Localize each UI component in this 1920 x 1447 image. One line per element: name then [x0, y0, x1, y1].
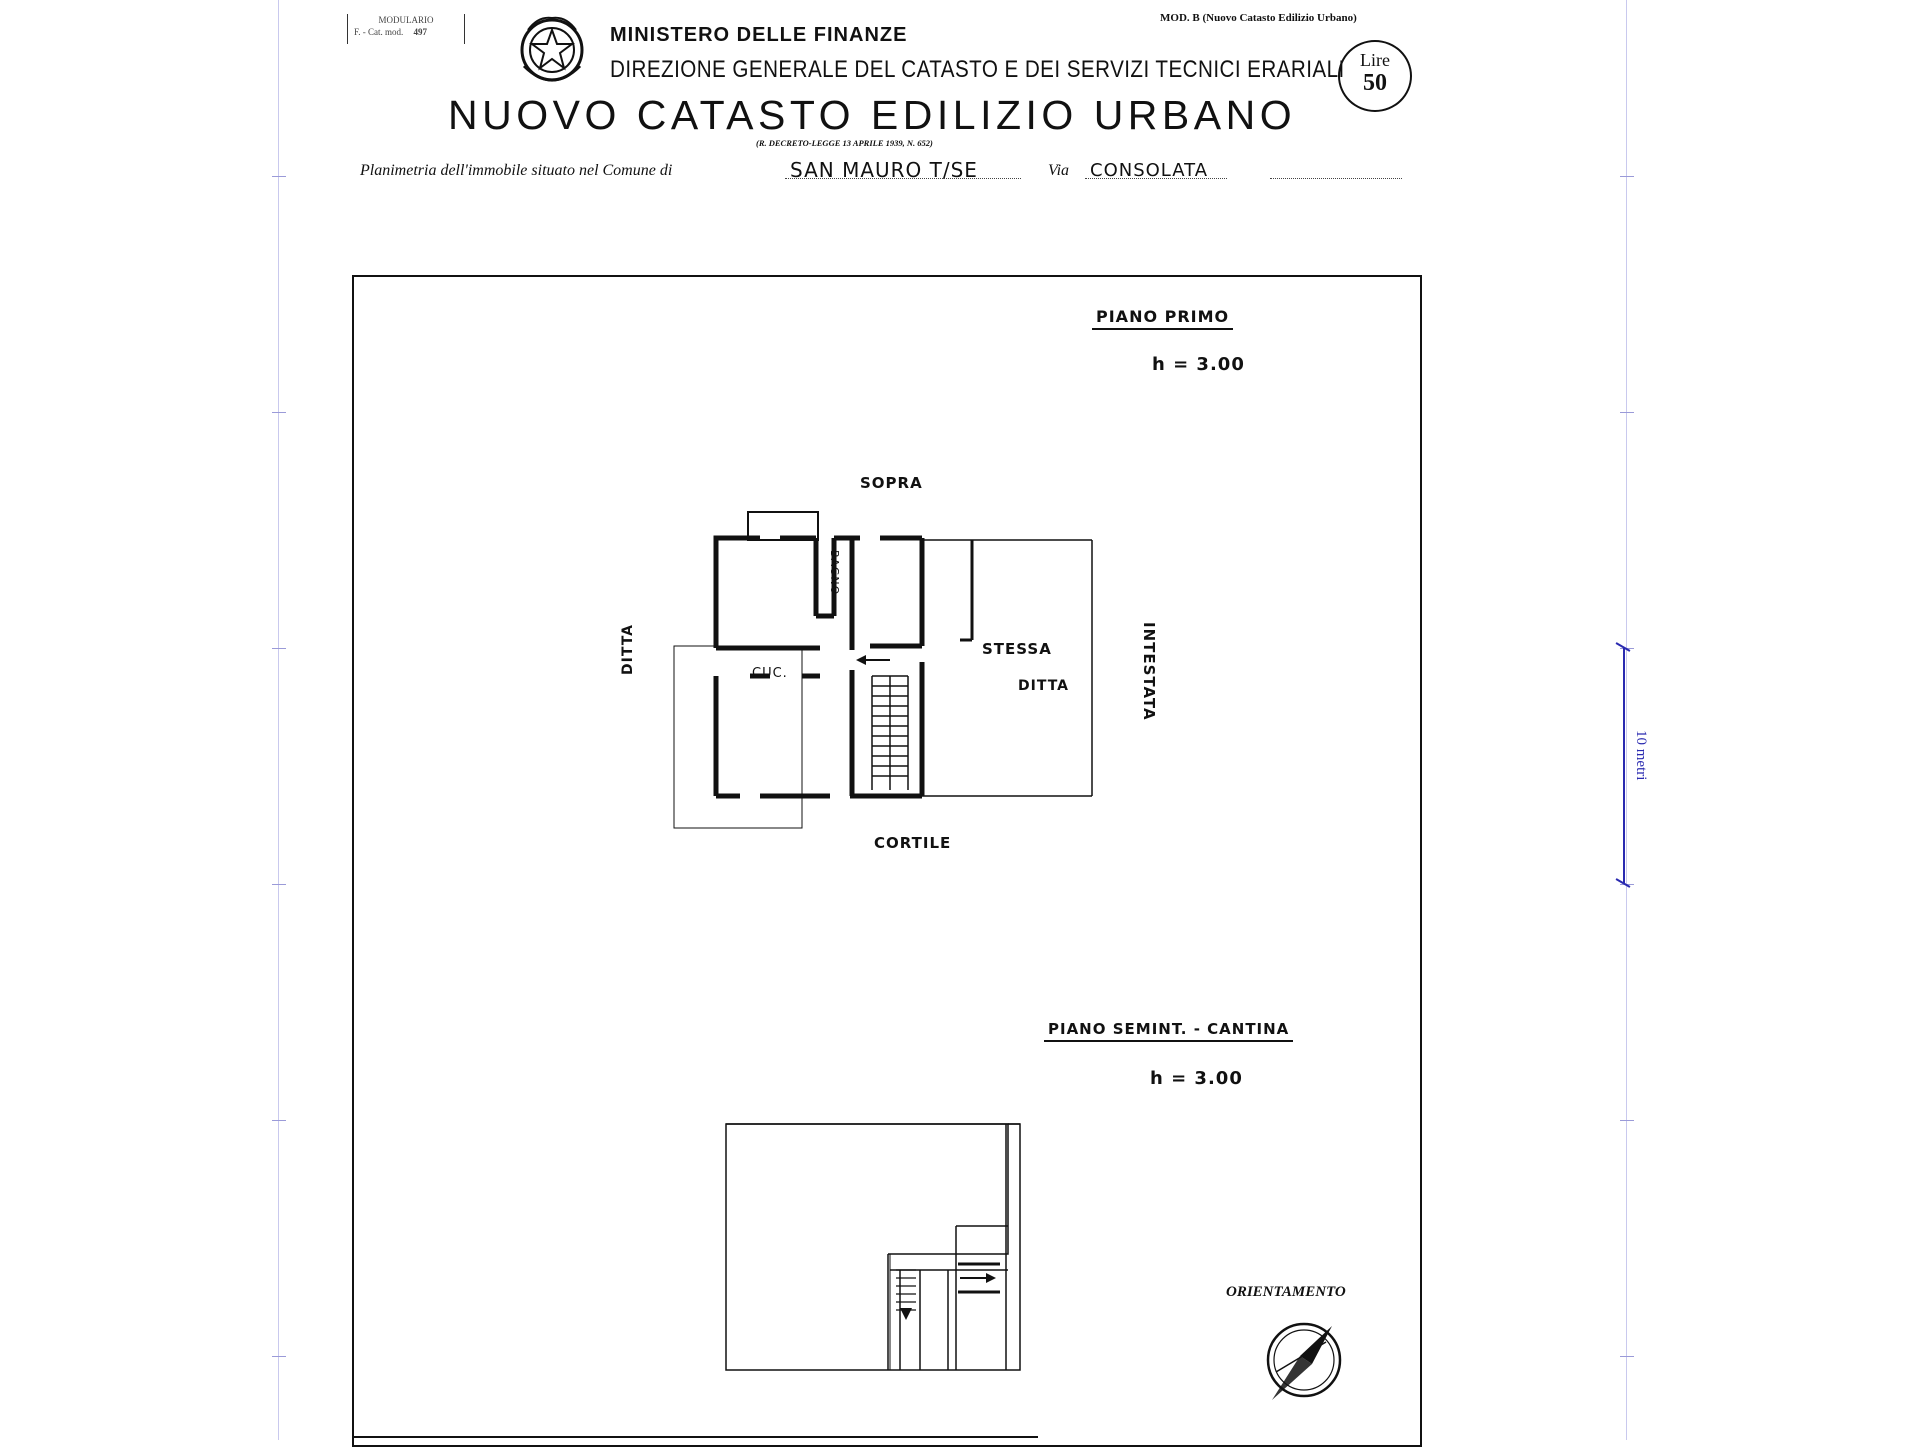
right-margin-guide: [1626, 0, 1627, 1440]
via-value: CONSOLATA: [1090, 160, 1209, 181]
republic-emblem-icon: [514, 10, 590, 92]
guide-tick: [272, 1356, 286, 1357]
label-west: DITTA: [620, 624, 636, 675]
guide-tick: [272, 1120, 286, 1121]
stamp-form: F. - Cat. mod.: [354, 27, 404, 37]
left-margin-guide: [278, 0, 279, 1440]
orientation-label: ORIENTAMENTO: [1226, 1284, 1346, 1300]
guide-tick: [272, 412, 286, 413]
label-south: CORTILE: [874, 834, 952, 852]
lire-label: Lire: [1360, 50, 1390, 70]
document-title: NUOVO CATASTO EDILIZIO URBANO: [448, 92, 1297, 138]
location-line: [360, 162, 672, 180]
stamp-line2: [348, 26, 464, 38]
upper-floor-plan: [660, 500, 1120, 840]
direzione-heading: DIREZIONE GENERALE DEL CATASTO E DEI SERVIZI TECNICI ERARIALI: [610, 56, 1345, 83]
upper-floor-title: PIANO PRIMO: [1092, 307, 1233, 330]
label-north: SOPRA: [860, 474, 923, 492]
compass-icon: [1256, 1312, 1352, 1408]
lower-floor-height: h = 3.00: [1150, 1068, 1243, 1089]
label-east-inner-2: DITTA: [1018, 678, 1069, 694]
guide-tick: [272, 884, 286, 885]
guide-tick: [1620, 1356, 1634, 1357]
location-prefix: Planimetria dell'immobile situato nel Comune di: [360, 162, 673, 179]
comune-value: SAN MAURO T/SE: [790, 158, 978, 182]
lower-floor-title: PIANO SEMINT. - CANTINA: [1044, 1020, 1293, 1042]
stamp-line1: MODULARIO: [378, 15, 434, 25]
scale-label: 10 metri: [1633, 730, 1649, 781]
comune-dotted-line: [785, 178, 1021, 179]
guide-tick: [1620, 176, 1634, 177]
lire-stamp: [1338, 40, 1412, 112]
lower-floor-plan: [720, 1120, 1120, 1380]
label-east-inner-1: STESSA: [982, 640, 1052, 658]
ministry-heading: MINISTERO DELLE FINANZE: [610, 24, 908, 46]
stamp-number: 497: [413, 27, 428, 37]
via-label: Via: [1048, 162, 1070, 179]
guide-tick: [272, 648, 286, 649]
footer-rule: [352, 1436, 1038, 1438]
scale-bar: [1623, 648, 1625, 884]
modulario-stamp: [347, 14, 465, 44]
upper-floor-height: h = 3.00: [1152, 354, 1245, 375]
via-dotted-line: [1085, 178, 1227, 179]
guide-tick: [1620, 1120, 1634, 1121]
guide-tick: [272, 176, 286, 177]
room-bath-label: BAGNO: [828, 550, 841, 596]
guide-tick: [1620, 412, 1634, 413]
lire-value: 50: [1363, 70, 1387, 96]
label-east: INTESTATA: [1140, 622, 1158, 721]
room-kitchen-label: CUC.: [752, 666, 788, 681]
extra-dotted-line: [1270, 178, 1402, 179]
decree-reference: (R. DECRETO-LEGGE 13 APRILE 1939, N. 652): [756, 138, 933, 148]
model-reference: MOD. B (Nuovo Catasto Edilizio Urbano): [1160, 12, 1357, 24]
